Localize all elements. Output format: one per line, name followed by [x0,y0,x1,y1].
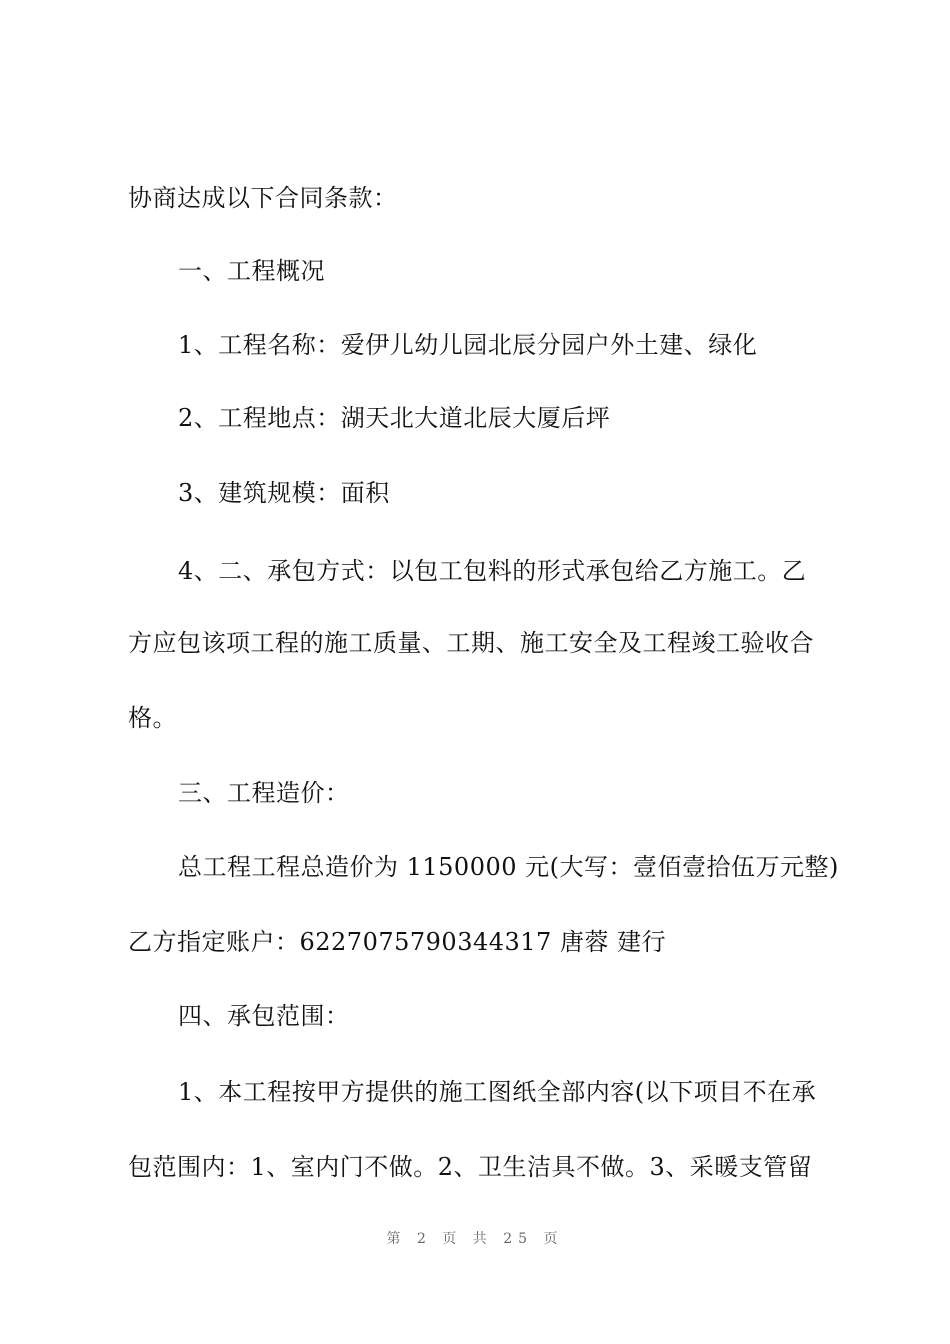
item-scope-line2: 包范围内：1、室内门不做。2、卫生洁具不做。3、采暖支管留 [128,1153,813,1181]
page-footer: 第 2 页 共 25 页 [386,1231,564,1247]
paragraph-total-cost: 总工程工程总造价为 1150000 元(大写：壹佰壹拾伍万元整) [178,853,839,881]
item-project-name: 1、工程名称：爱伊儿幼儿园北辰分园户外土建、绿化 [178,331,758,359]
paragraph-intro: 协商达成以下合同条款： [128,184,398,212]
section-heading-scope: 四、承包范围： [178,1002,350,1030]
item-project-location: 2、工程地点：湖天北大道北辰大厦后坪 [178,404,611,432]
item-scope-line1: 1、本工程按甲方提供的施工图纸全部内容(以下项目不在承 [178,1078,817,1106]
item-building-scale: 3、建筑规模：面积 [178,479,390,507]
section-heading-cost: 三、工程造价： [178,779,350,807]
item-contract-method-line1: 4、二、承包方式：以包工包料的形式承包给乙方施工。乙 [178,557,807,585]
item-contract-method-line2: 方应包该项工程的施工质量、工期、施工安全及工程竣工验收合 [128,629,814,657]
item-contract-method-line3: 格。 [128,704,177,732]
paragraph-account: 乙方指定账户：6227075790344317 唐蓉 建行 [128,928,667,956]
section-heading-overview: 一、工程概况 [178,257,325,285]
